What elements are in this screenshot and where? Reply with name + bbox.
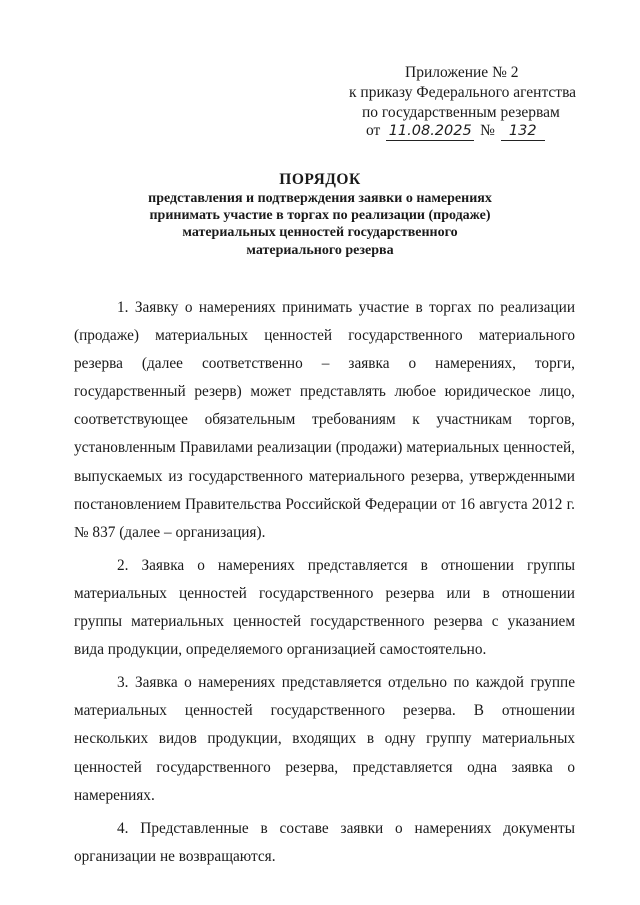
appendix-date-number: [366, 121, 547, 141]
paragraph-1: 1. Заявку о намерениях принимать участие в торгах по реализации (продаже) материальных ценностей государственного материального резерва (далее соответственно – заявка о намерениях, торги, государственный резерв) может представлять любое юридическое лицо, соответствующее обязательным требованиям к участникам торгов, установленным Правилами реализации (продажи) материальных ценностей, выпускаемых из государственного материального резерва, утвержденными постановлением Правительства Российской Федерации от 16 августа 2012 г. № 837 (далее – организация).: [74, 299, 575, 541]
handwritten-number: 132: [501, 123, 545, 141]
paragraph-3: 3. Заявка о намерениях представляется отдельно по каждой группе материальных ценностей государственного резерва. В отношении нескольких видов продукции, входящих в одну группу материальных ценностей государственного резерва, представляется одна заявка о намерениях.: [74, 674, 575, 804]
title-sub-line: материальных ценностей государственного: [182, 225, 458, 241]
title-main: ПОРЯДОК: [279, 171, 361, 188]
title-sub-line: принимать участие в торгах по реализации (продаже): [149, 208, 491, 224]
number-label: №: [480, 122, 495, 139]
date-prefix: от: [366, 122, 381, 139]
appendix-title: Приложение № 2: [405, 64, 519, 81]
paragraph-2: 2. Заявка о намерениях представляется в отношении группы материальных ценностей государственного резерва или в отношении группы материальных ценностей государственного резерва с указанием вида продукции, определяемого организацией самостоятельно.: [74, 556, 575, 659]
title-sub-line: представления и подтверждения заявки о намерениях: [148, 191, 492, 206]
handwritten-date: 11.08.2025: [386, 123, 474, 141]
document-title: [120, 170, 520, 259]
appendix-agency: по государственным резервам: [362, 104, 560, 121]
paragraph-4: 4. Представленные в составе заявки о намерениях документы организации не возвращаются.: [74, 819, 575, 865]
appendix-order-ref: к приказу Федерального агентства: [349, 84, 577, 101]
title-sub-line: материального резерва: [246, 242, 394, 258]
document-body: [74, 294, 575, 876]
